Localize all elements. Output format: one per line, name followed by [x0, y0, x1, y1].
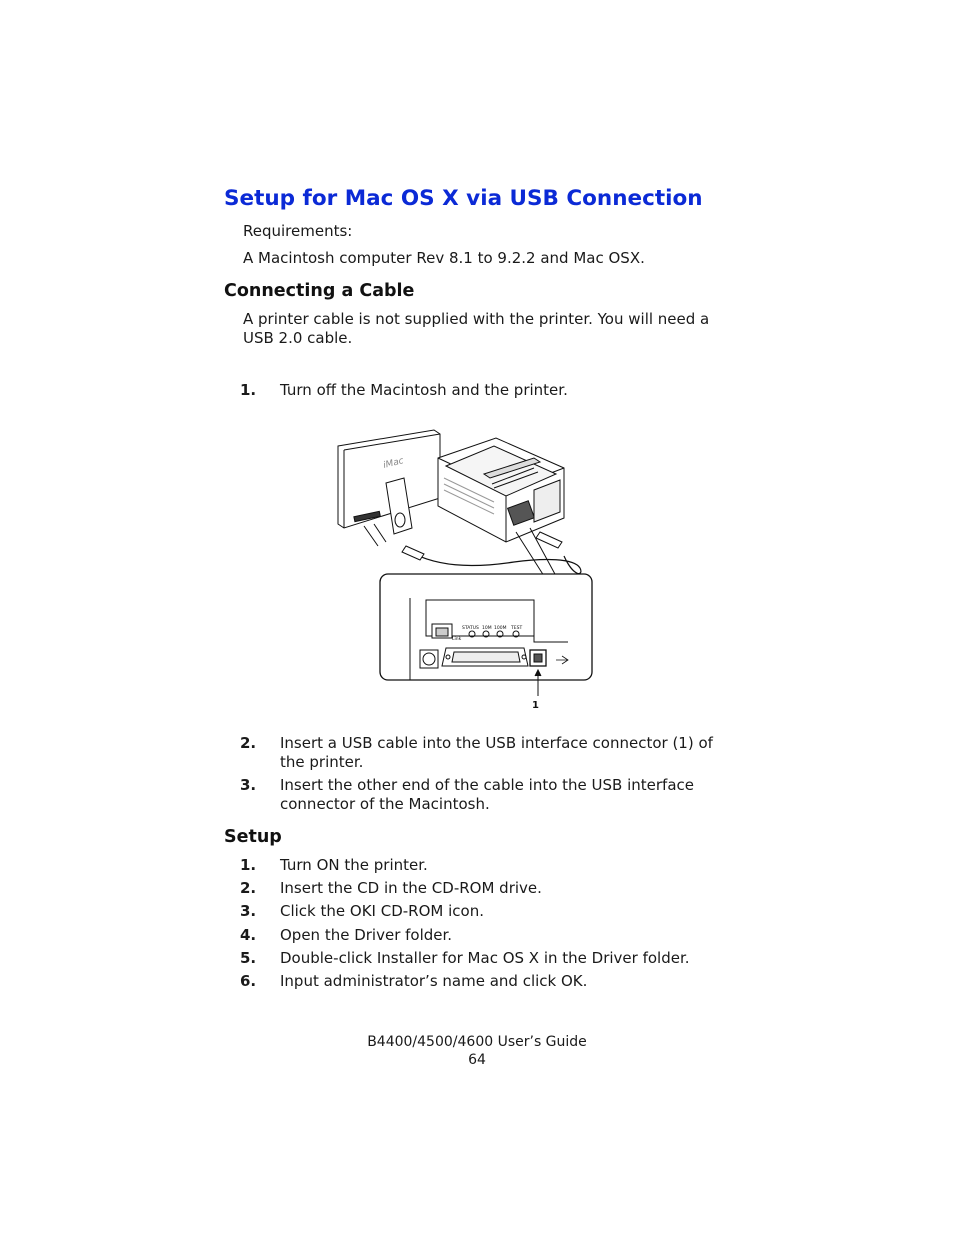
footer-page-number: 64: [468, 1052, 486, 1068]
requirements-label: Requirements:: [243, 222, 353, 240]
step-number: 1.: [240, 381, 257, 399]
usb-connection-illustration: [334, 428, 602, 714]
connector-panel: [380, 574, 592, 696]
step-number: 4.: [240, 926, 257, 944]
status-led-label: STATUS: [462, 626, 479, 631]
step-number: 1.: [240, 856, 257, 874]
step-number: 3.: [240, 776, 257, 794]
step-number: 3.: [240, 902, 257, 920]
callout-number: 1: [532, 700, 539, 711]
requirements-text: A Macintosh computer Rev 8.1 to 9.2.2 and Mac OSX.: [243, 249, 645, 267]
page-title: Setup for Mac OS X via USB Connection: [224, 186, 703, 211]
test-led-label: TEST: [511, 626, 523, 631]
100m-led-label: 100M: [494, 626, 507, 631]
setup-heading: Setup: [224, 827, 282, 847]
step-text: Click the OKI CD-ROM icon.: [280, 902, 484, 920]
footer-guide-title: B4400/4500/4600 User’s Guide: [367, 1034, 587, 1050]
step-text: Insert a USB cable into the USB interface connector (1) of the printer.: [280, 734, 713, 771]
connecting-cable-heading: Connecting a Cable: [224, 281, 415, 301]
imac-label: iMac: [382, 456, 405, 471]
printer: [438, 438, 564, 542]
step-number: 6.: [240, 972, 257, 990]
step-text: Input administrator’s name and click OK.: [280, 972, 588, 990]
step-text: Insert the CD in the CD-ROM drive.: [280, 879, 542, 897]
step-text: Turn off the Macintosh and the printer.: [280, 381, 568, 399]
imac-monitor: [338, 430, 440, 546]
step-number: 2.: [240, 879, 257, 897]
step-text: Double-click Installer for Mac OS X in the Driver folder.: [280, 949, 690, 967]
step-text: Turn ON the printer.: [280, 856, 428, 874]
step-number: 5.: [240, 949, 257, 967]
step-text: Open the Driver folder.: [280, 926, 453, 944]
step-number: 2.: [240, 734, 257, 752]
10m-led-label: 10M: [482, 626, 492, 631]
cable-intro: A printer cable is not supplied with the printer. You will need a USB 2.0 cable.: [243, 310, 710, 347]
link-label: Link: [452, 637, 462, 642]
step-text: Insert the other end of the cable into the USB interface connector of the Macintosh.: [280, 776, 695, 813]
